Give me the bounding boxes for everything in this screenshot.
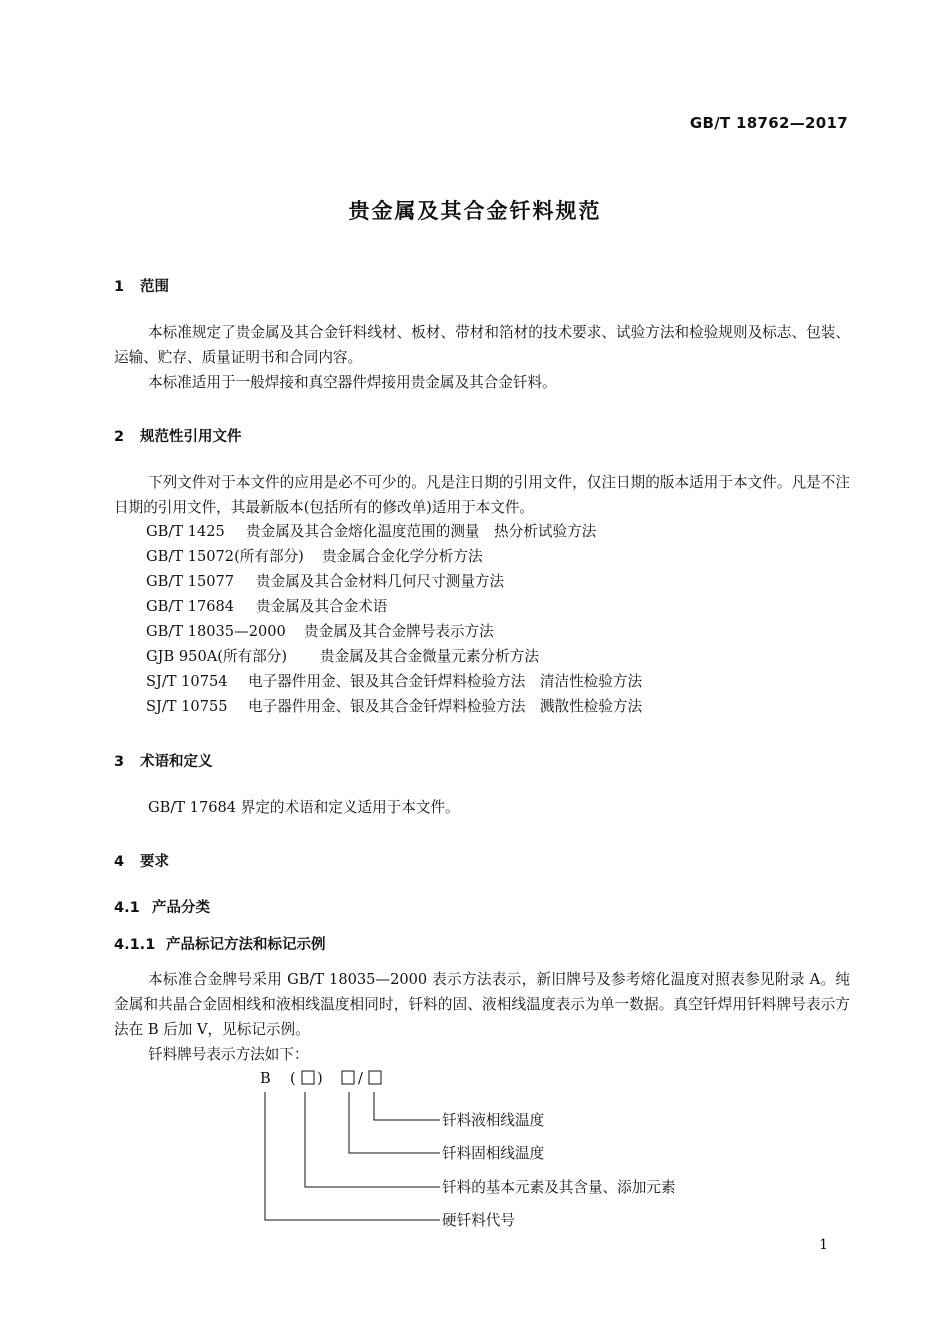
label-solidus: 钎料固相线温度 bbox=[442, 1145, 545, 1162]
section-number: 1 bbox=[114, 279, 125, 295]
paragraph: 下列文件对于本文件的应用是必不可少的。凡是注日期的引用文件，仅注日期的版本适用于本文件。凡是不注日期的引用文件，其最新版本(包括所有的修改单)适用于本文件。 bbox=[114, 474, 850, 516]
paragraph: 本标准适用于一般焊接和真空器件焊接用贵金属及其合金钎料。 bbox=[148, 374, 557, 391]
diagram-paren-open: ( bbox=[290, 1070, 296, 1087]
reference-title: 贵金属及其合金术语 bbox=[256, 598, 388, 615]
section-number: 4.1.1 bbox=[114, 937, 156, 953]
reference-code: GB/T 1425 bbox=[146, 523, 225, 540]
leader-line-liquidus bbox=[374, 1092, 440, 1120]
paragraph: 本标准合金牌号采用 GB/T 18035—2000 表示方法表示，新旧牌号及参考熔化温度对照表参见附录 A。纯金属和共晶合金固相线和液相线温度相同时，钎料的固、液相线温度表示为单一数据。真空钎焊用钎料牌号表示方法在 B 后加 V，见标记示例。 bbox=[114, 971, 850, 1038]
reference-code: GJB 950A(所有部分) bbox=[146, 648, 288, 665]
reference-code: GB/T 18035—2000 bbox=[146, 623, 286, 640]
reference-code: GB/T 15072(所有部分) bbox=[146, 548, 304, 565]
document-title: 贵金属及其合金钎料规范 bbox=[348, 199, 602, 223]
reference-title: 电子器件用金、银及其合金钎焊料检验方法 清洁性检验方法 bbox=[248, 673, 643, 690]
section-title: 产品标记方法和标记示例 bbox=[166, 937, 326, 953]
leader-line-solidus bbox=[349, 1092, 440, 1153]
section-number: 3 bbox=[114, 754, 125, 770]
reference-code: SJ/T 10754 bbox=[146, 673, 228, 690]
section-title: 范围 bbox=[140, 279, 169, 295]
reference-title: 贵金属合金化学分析方法 bbox=[322, 548, 483, 565]
reference-code: GB/T 17684 bbox=[146, 598, 235, 615]
diagram-paren-close: ) bbox=[317, 1070, 323, 1087]
leader-line-elements bbox=[305, 1092, 440, 1187]
section-title: 规范性引用文件 bbox=[140, 429, 242, 445]
section-title: 产品分类 bbox=[152, 900, 210, 916]
reference-title: 贵金属及其合金牌号表示方法 bbox=[304, 623, 494, 640]
section-title: 术语和定义 bbox=[140, 754, 213, 770]
section-number: 4.1 bbox=[114, 900, 140, 916]
diagram-intro: 钎料牌号表示方法如下： bbox=[148, 1046, 309, 1063]
page-number: 1 bbox=[819, 1237, 828, 1253]
reference-title: 贵金属及其合金熔化温度范围的测量 热分析试验方法 bbox=[246, 523, 597, 540]
reference-code: SJ/T 10755 bbox=[146, 698, 228, 715]
section-title: 要求 bbox=[140, 854, 169, 870]
standard-code: GB/T 18762—2017 bbox=[689, 114, 848, 132]
reference-code: GB/T 15077 bbox=[146, 573, 235, 590]
section-number: 4 bbox=[114, 854, 125, 870]
diagram-slash: / bbox=[358, 1070, 363, 1087]
placeholder-box-elements bbox=[302, 1071, 314, 1084]
label-code: 硬钎料代号 bbox=[442, 1212, 515, 1229]
leader-line-code bbox=[265, 1092, 440, 1220]
placeholder-box-solidus bbox=[342, 1071, 354, 1084]
diagram-b-label: B bbox=[260, 1070, 271, 1087]
label-elements: 钎料的基本元素及其含量、添加元素 bbox=[442, 1179, 676, 1196]
reference-title: 电子器件用金、银及其合金钎焊料检验方法 溅散性检验方法 bbox=[248, 698, 643, 715]
placeholder-box-liquidus bbox=[369, 1071, 381, 1084]
section-number: 2 bbox=[114, 429, 125, 445]
reference-title: 贵金属及其合金材料几何尺寸测量方法 bbox=[256, 573, 505, 590]
paragraph: 本标准规定了贵金属及其合金钎料线材、板材、带材和箔材的技术要求、试验方法和检验规则及标志、包装、运输、贮存、质量证明书和合同内容。 bbox=[114, 324, 850, 366]
paragraph: GB/T 17684 界定的术语和定义适用于本文件。 bbox=[148, 799, 460, 816]
label-liquidus: 钎料液相线温度 bbox=[442, 1112, 545, 1129]
reference-title: 贵金属及其合金微量元素分析方法 bbox=[320, 648, 539, 665]
